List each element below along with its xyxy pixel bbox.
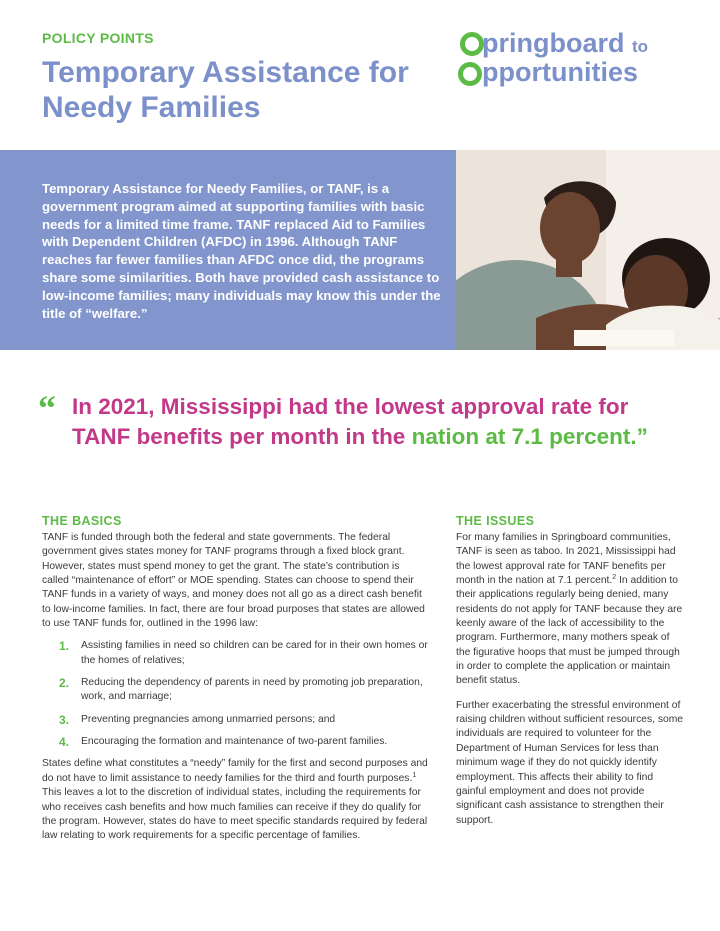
issues-paragraph-1 <box>456 531 686 689</box>
list-number: 3. <box>59 712 70 727</box>
issues-column <box>456 531 686 828</box>
basics-heading: THE BASICS <box>42 514 122 528</box>
pull-quote <box>72 392 672 452</box>
mother-child-photo <box>456 150 720 350</box>
pull-quote-part-2: nation at 7.1 percent.” <box>411 424 648 449</box>
issues-paragraph-2: Further exacerbating the stressful environment of raising children without sufficient resources, some individuals are required to volunteer for the Department of Human Services for less than minimum wage if they do not quickly identify employment. This affects their ability to find gainful employment and does not provide significant cash assistance to strengthen their support. <box>456 699 684 826</box>
issues-paragraph-1-text-a: For many families in Springboard communities, TANF is seen as taboo. In 2021, Mississippi had the lowest approval rate for TANF benefits per month in the nation at 7.1 percent. <box>456 532 676 587</box>
quote-mark-icon: “ <box>38 388 56 428</box>
basics-column <box>42 531 428 844</box>
list-text: Reducing the dependency of parents in need by promoting job preparation, work, and marriage; <box>81 677 423 703</box>
footnote-ref-1: 1 <box>412 771 417 779</box>
pull-quote-part-1: In 2021, Mississippi had the lowest approval rate for TANF benefits per month in the <box>72 394 629 449</box>
policy-points-label: POLICY POINTS <box>42 30 154 46</box>
basics-paragraph-1: TANF is funded through both the federal and state governments. The federal government gives states money for TANF programs through a fixed block grant. However, states must spend money to get the grant. The state’s contribution is called “maintenance of effort” or MOE spending. States can choose to spend their TANF funds in a variety of ways, and money does not all go as a direct cash benefit to low-income families. In fact, there are four broad purposes that states are allowed to use TANF funds for, outlined in the 1996 law: <box>42 532 425 630</box>
basics-paragraph-2 <box>42 757 428 843</box>
issues-heading: THE ISSUES <box>456 514 535 528</box>
document-title: Temporary Assistance for Needy Families <box>42 56 409 124</box>
list-item <box>59 735 428 749</box>
list-item <box>59 713 428 727</box>
list-text: Preventing pregnancies among unmarried persons; and <box>81 713 336 725</box>
list-text: Assisting families in need so children can be cared for in their own homes or the homes of relatives; <box>81 640 428 666</box>
photo-illustration <box>456 150 720 350</box>
springboard-logo <box>452 28 687 90</box>
basics-paragraph-2-text-a: States define what constitutes a “needy” family for the first and second purposes and do not have to limit assistance to needy families for the third and fourth purposes. <box>42 758 428 784</box>
list-item <box>59 676 428 705</box>
logo-word-opportunities: pportunities <box>482 57 638 87</box>
purposes-list <box>42 639 428 749</box>
list-number: 1. <box>59 639 70 654</box>
footnote-ref-2: 2 <box>612 574 617 582</box>
logo-ring-o-mark <box>458 62 482 86</box>
logo-ring-s-mark <box>460 32 484 56</box>
list-item <box>59 639 428 668</box>
logo-word-springboard: pringboard <box>482 28 625 58</box>
list-number: 2. <box>59 676 70 691</box>
issues-paragraph-1-text-b: In addition to their applications regularly being denied, many residents do not apply for TANF because they are keenly aware of the lack of accessibility to the program. Furthermore, many mothers speak of the figurative hoops that must be jumped through in order to complete the application or maintain benefit status. <box>456 575 683 687</box>
list-text: Encouraging the formation and maintenance of two-parent families. <box>81 736 388 748</box>
logo-word-to: to <box>632 37 649 56</box>
list-number: 4. <box>59 735 70 750</box>
intro-text: Temporary Assistance for Needy Families, or TANF, is a government program aimed at supporting families with basic needs for a limited time frame. TANF replaced Aid to Families with Dependent Children (AFDC) in 1996. Although TANF reaches far fewer families than AFDC once did, the programs share some similarities. Both have provided cash assistance to low-income families; many individuals may know this under the title of “welfare.” <box>42 181 441 321</box>
basics-paragraph-2-text-b: This leaves a lot to the discretion of individual states, including the requirements for who receives cash benefits and how much families can receive if they do qualify for the program. However, states do have to meet specific standards required by federal law relating to work requirements for a specific percentage of families. <box>42 787 428 842</box>
